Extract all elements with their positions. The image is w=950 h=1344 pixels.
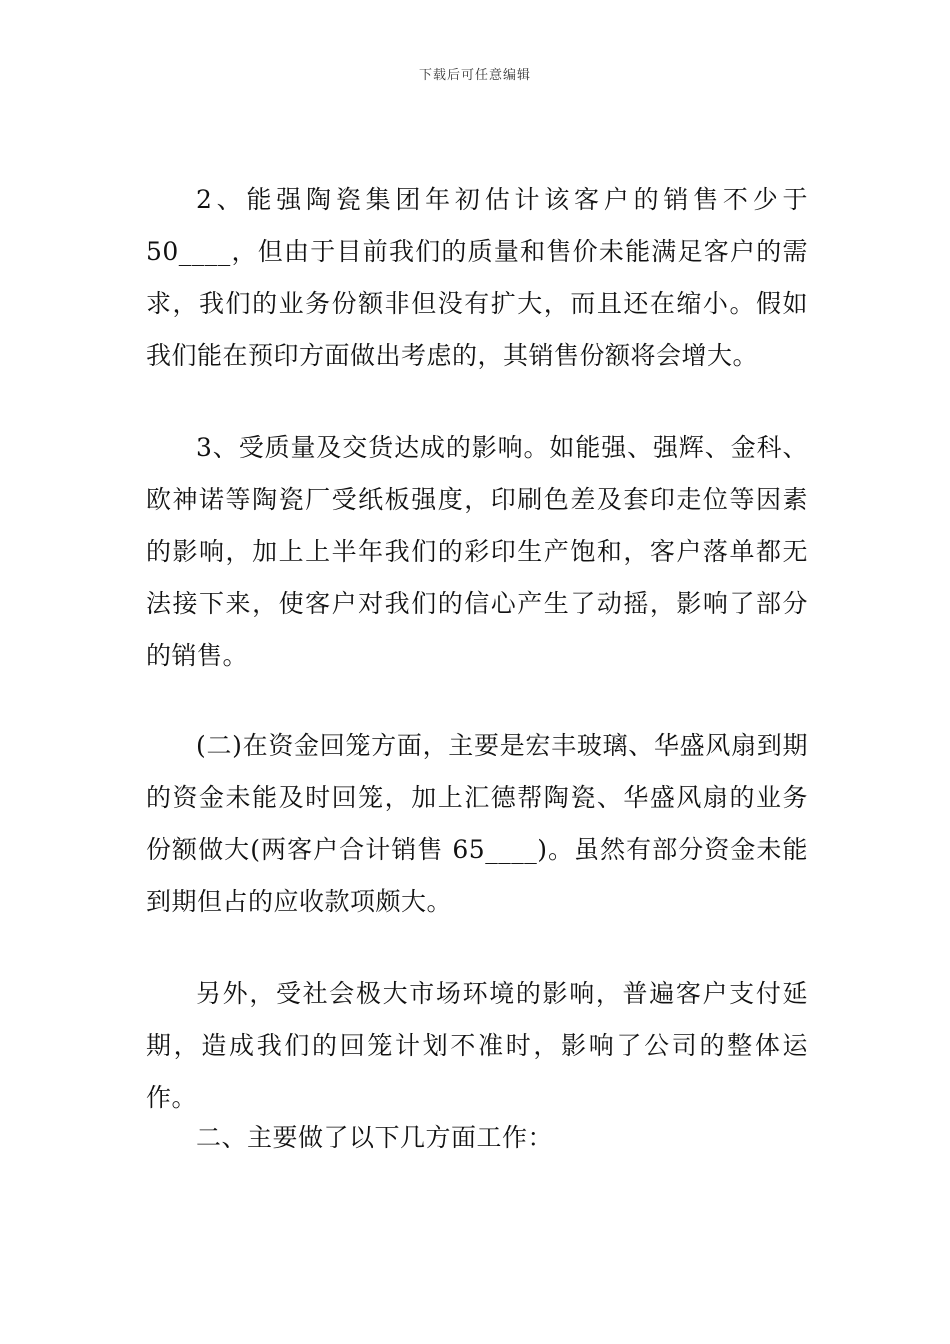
paragraph-market-environment: 另外，受社会极大市场环境的影响，普遍客户支付延期，造成我们的回笼计划不准时，影响了公司的整体运作。 <box>146 979 808 1112</box>
paragraph-quality-delivery: 3、受质量及交货达成的影响。如能强、强辉、金科、欧神诺等陶瓷厂受纸板强度，印刷色差及套印走位等因素的影响，加上上半年我们的彩印生产饱和，客户落单都无法接下来，使客户对我们的信心产生了动摇，影响了部分的销售。 <box>146 433 808 670</box>
paragraph-fund-collection: (二)在资金回笼方面，主要是宏丰玻璃、华盛风扇到期的资金未能及时回笼，加上汇德帮陶瓷、华盛风扇的业务份额做大(两客户合计销售 65____)。虽然有部分资金未能到期但占的应收款项颇大。 <box>146 731 808 916</box>
page-header: 下载后可任意编辑 <box>418 68 531 83</box>
section-heading-main-work: 二、主要做了以下几方面工作： <box>196 1123 554 1152</box>
paragraph-customer-sales: 2、能强陶瓷集团年初估计该客户的销售不少于 50____，但由于目前我们的质量和售价未能满足客户的需求，我们的业务份额非但没有扩大，而且还在缩小。假如我们能在预印方面做出考虑的，其销售份额将会增大。 <box>146 185 808 370</box>
